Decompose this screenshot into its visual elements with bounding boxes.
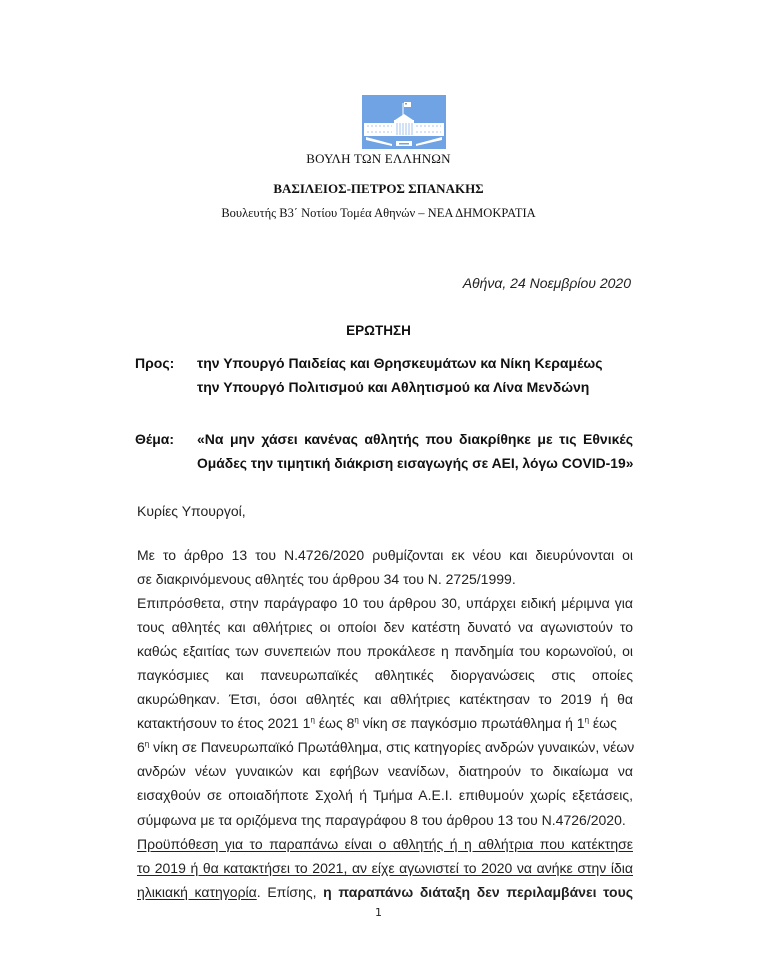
body-line: ακυρώθηκαν. Έτσι, όσοι αθλητές και αθλήτριες κατέκτησαν το 2019 ή θα xyxy=(137,691,633,708)
body-line: σύμφωνα με τα οριζόμενα της παραγράφου 8 του άρθρου 13 του Ν.4726/2020. xyxy=(137,811,626,828)
body-line: σε διακρινόμενους αθλητές του άρθρου 34 του Ν. 2725/1999. xyxy=(137,571,516,588)
body-line: ανδρών νέων γυναικών και εφήβων νεανίδων, διατηρούν το δικαίωμα να xyxy=(137,763,633,780)
recipient-line: την Υπουργό Παιδείας και Θρησκευμάτων κα Νίκη Κεραμέως xyxy=(197,355,603,371)
body-line: Επιπρόσθετα, στην παράγραφο 10 του άρθρου 30, υπάρχει ειδική μέριμνα για xyxy=(137,595,633,612)
subject-line: «Να μην χάσει κανένας αθλητής που διακρίθηκε με τις Εθνικές xyxy=(197,431,633,447)
text-run: 6 xyxy=(137,739,145,756)
recipient-line: την Υπουργό Πολιτισμού και Αθλητισμού κα Λίνα Μενδώνη xyxy=(197,379,590,395)
mp-name: ΒΑΣΙΛΕΙΟΣ-ΠΕΤΡΟΣ ΣΠΑΝΑΚΗΣ xyxy=(273,181,484,196)
salutation: Κυρίες Υπουργοί, xyxy=(137,503,246,519)
page-number: 1 xyxy=(375,906,382,919)
body-line: εισαχθούν σε οποιαδήποτε Σχολή ή Τμήμα Α.Ε.Ι. επιθυμούν χωρίς εξετάσεις, xyxy=(137,787,633,804)
document-heading: ΕΡΩΤΗΣΗ xyxy=(346,323,411,338)
recipients-label: Προς: xyxy=(135,355,175,371)
mp-role: Βουλευτής Β3΄ Νοτίου Τομέα Αθηνών – ΝΕΑ ΔΗΜΟΚΡΑΤΙΑ xyxy=(221,206,536,220)
text-run: νίκη σε παγκόσμιο πρωτάθλημα ή 1 xyxy=(358,715,585,732)
ordinal-superscript: η xyxy=(354,715,359,725)
body-line: καθώς εξαιτίας των συνεπειών που προκάλεσε η πανδημία του κορωνοϊού, οι xyxy=(137,643,633,660)
body-text xyxy=(137,543,633,904)
body-line xyxy=(137,735,633,759)
subject-line: Ομάδες την τιμητική διάκριση εισαγωγής σε ΑΕΙ, λόγω COVID-19» xyxy=(197,455,634,471)
subject-label: Θέμα: xyxy=(135,431,175,447)
body-line-underlined: το 2019 ή θα κατακτήσει το 2021, αν είχε αγωνιστεί το 2020 να ανήκε στην ίδια xyxy=(137,859,633,876)
hellenic-parliament-logo xyxy=(362,95,446,149)
body-line: Με το άρθρο 13 του Ν.4726/2020 ρυθμίζονται εκ νέου και διευρύνονται οι xyxy=(137,547,633,563)
text-run: νίκη σε Πανευρωπαϊκό Πρωτάθλημα, στις κατηγορίες ανδρών γυναικών, νέων xyxy=(149,739,635,756)
ordinal-superscript: η xyxy=(144,739,150,749)
underlined-run: ηλικιακή κατηγορία xyxy=(137,883,257,900)
text-run: κατακτήσουν το έτος 2021 1 xyxy=(137,715,311,732)
body-line-underlined: Προϋπόθεση για το παραπάνω είναι ο αθλητής ή η αθλήτρια που κατέκτησε xyxy=(137,835,633,852)
body-line: τους αθλητές και αθλήτριες οι οποίοι δεν κατέστη δυνατό να αγωνιστούν το xyxy=(137,619,633,636)
text-run: έως xyxy=(589,715,617,732)
text-run: έως 8 xyxy=(314,715,355,732)
text-run: . Επίσης, xyxy=(256,883,324,900)
body-line: παγκόσμιες και πανευρωπαϊκές αθλητικές διοργανώσεις στις οποίες xyxy=(137,667,633,684)
document-date: Αθήνα, 24 Νοεμβρίου 2020 xyxy=(462,275,631,291)
parliament-name: ΒΟΥΛΗ ΤΩΝ ΕΛΛΗΝΩΝ xyxy=(306,151,451,166)
ordinal-superscript: η xyxy=(310,715,315,725)
body-line xyxy=(137,711,633,735)
bold-run: η παραπάνω διάταξη δεν περιλαμβάνει τους xyxy=(323,883,633,900)
body-line xyxy=(137,880,633,904)
ordinal-superscript: η xyxy=(584,715,590,725)
